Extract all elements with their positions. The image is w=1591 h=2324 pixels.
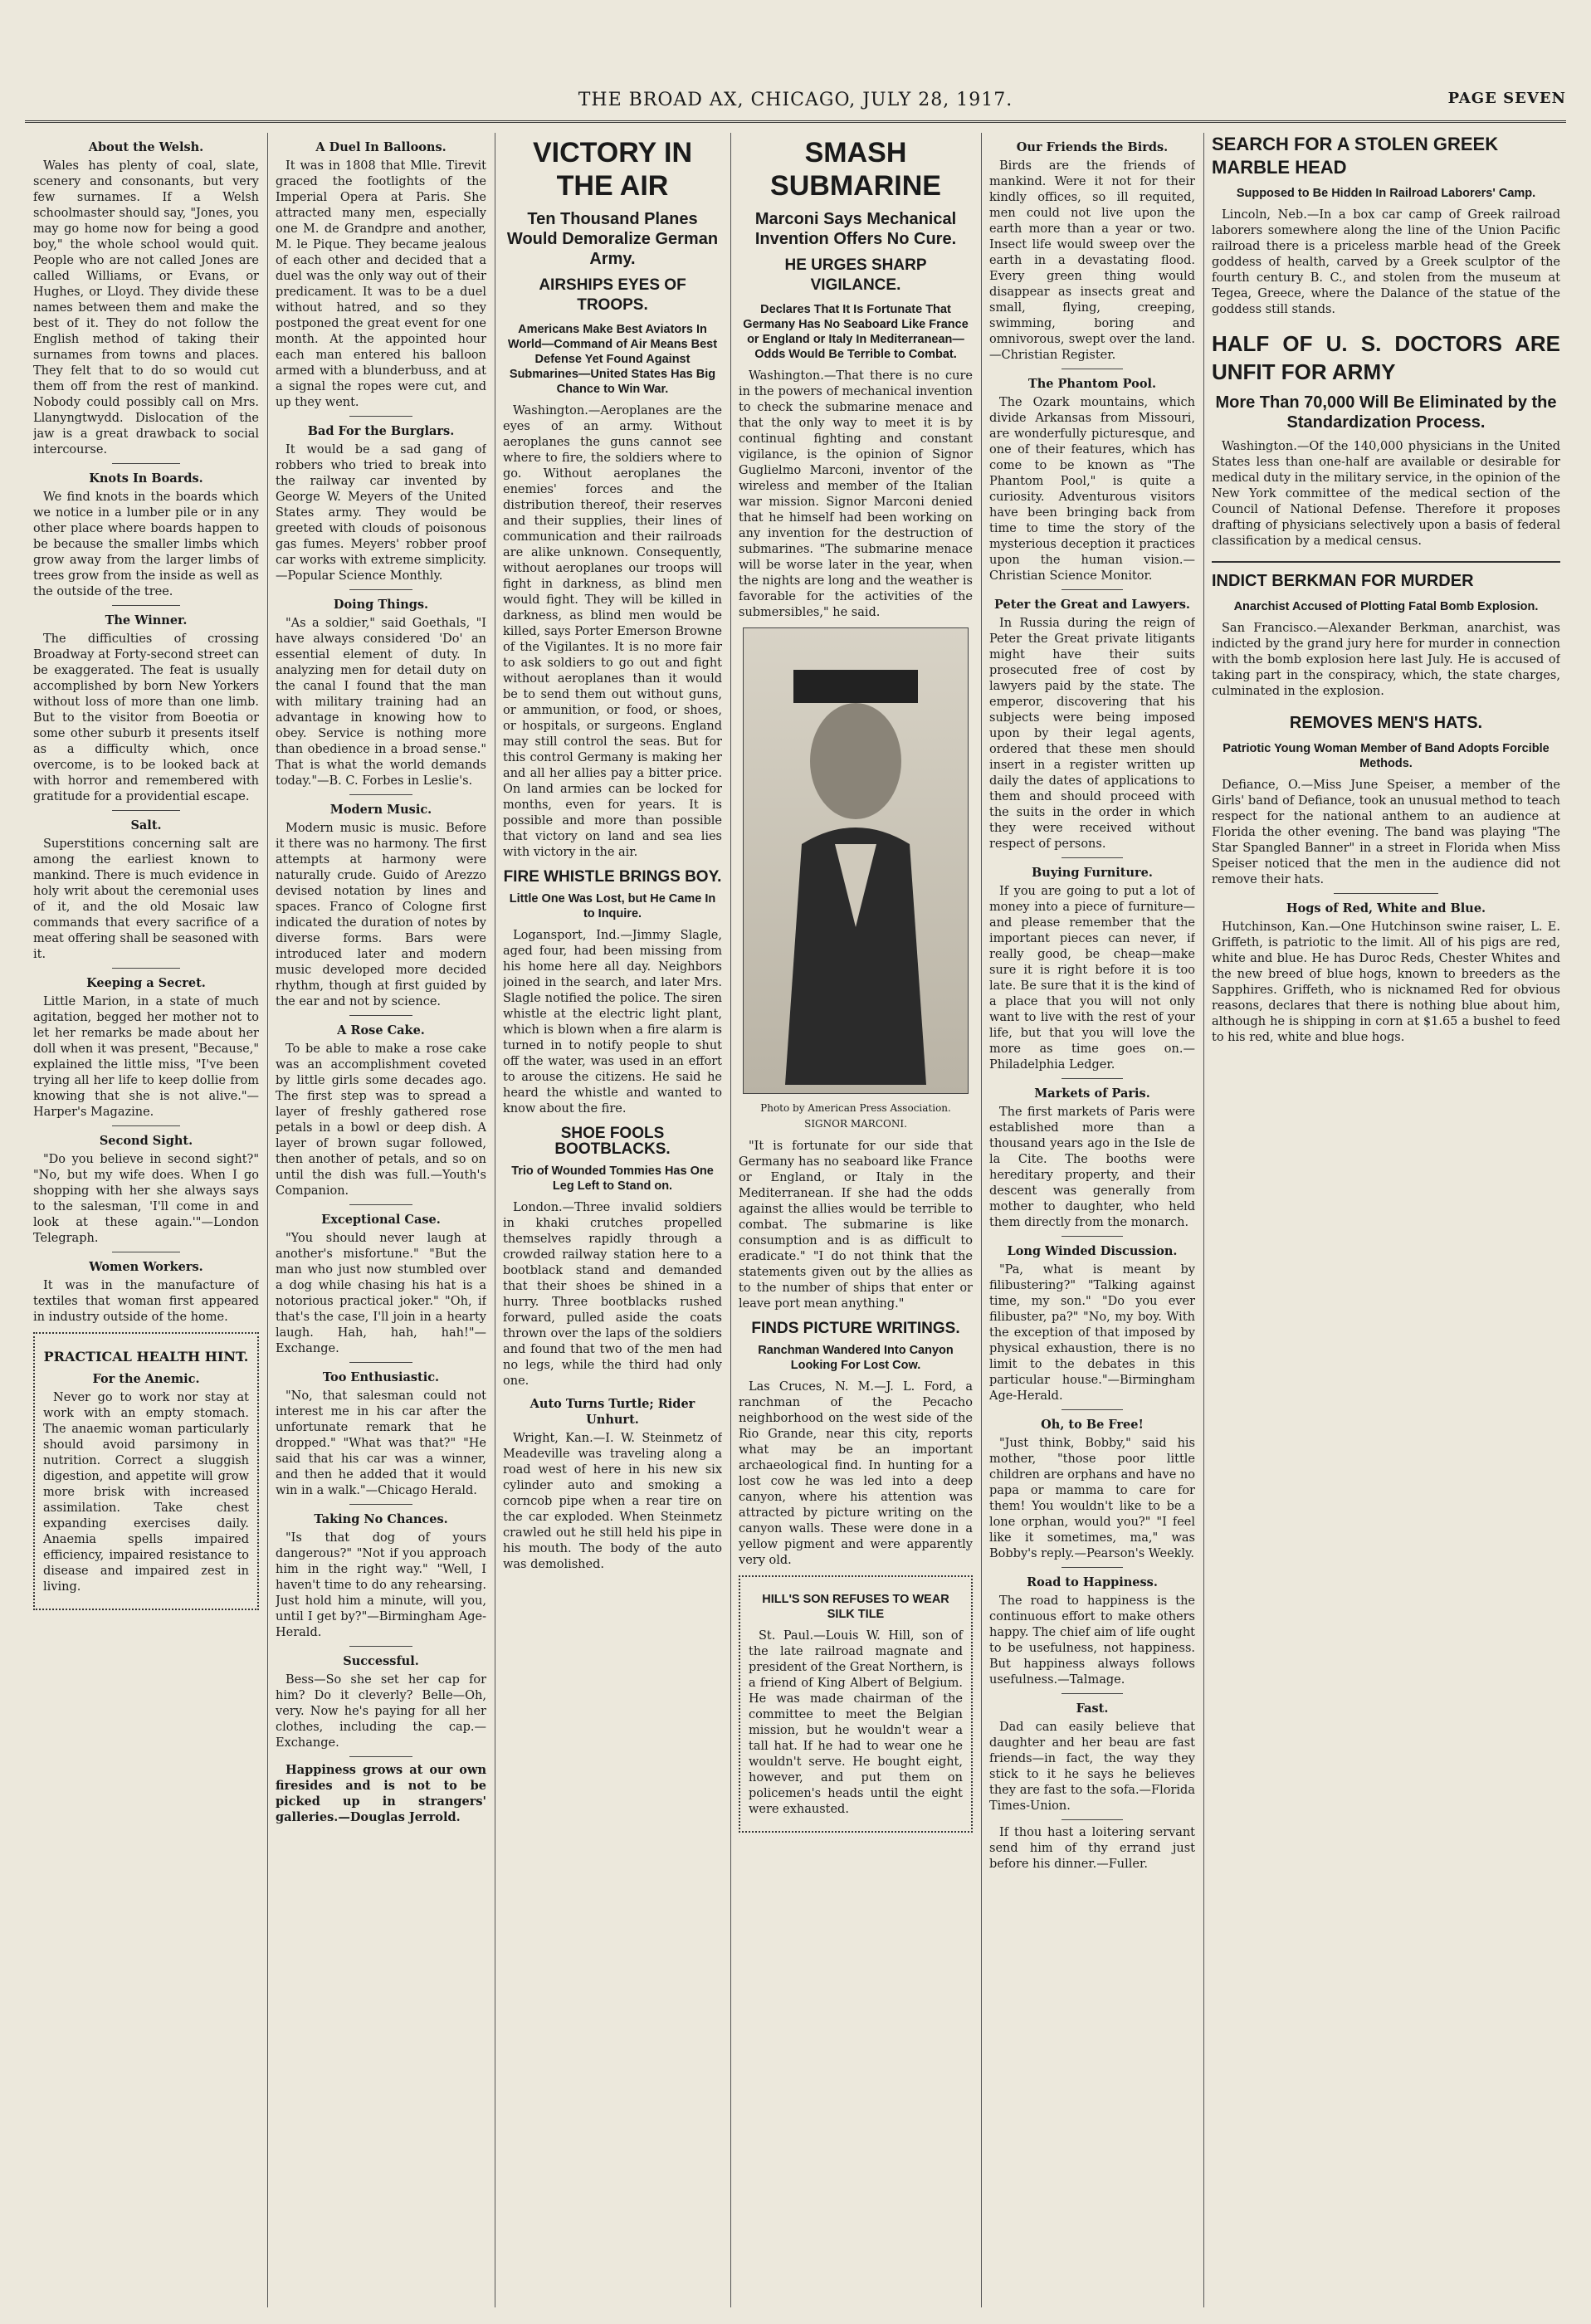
column-divider [981, 133, 982, 2307]
health-hint-box [33, 1332, 259, 1610]
article-title: Our Friends the Birds. [1016, 140, 1169, 154]
article-title: Successful. [343, 1654, 419, 1668]
divider [349, 1362, 412, 1363]
article-text: Happiness grows at our own firesides and is not to be picked up in strangers' galleries.—Douglas Jerrold. [276, 1763, 486, 1824]
article-title: A Duel In Balloons. [315, 140, 447, 154]
article-text: Superstitions concerning salt are among the earliest known to mankind. There is much evidence in holy writ about the ceremonial uses of it, and the old Mosaic law commands that every sacrifice of a meat offering shall be seasoned with it. [33, 837, 259, 961]
divider [1061, 1693, 1123, 1694]
divider [1061, 1409, 1123, 1410]
article-title: Road to Happiness. [1027, 1575, 1158, 1589]
article-text: The road to happiness is the continuous effort to make others happy. The chief aim of life ought to be usefulness, not happiness. But happiness always follows usefulness.—Talmage. [989, 1594, 1195, 1687]
article-title: Doing Things. [333, 598, 429, 612]
deck: Trio of Wounded Tommies Has One Leg Left to Stand on. [511, 1164, 714, 1193]
headline: SMASH SUBMARINE [770, 137, 941, 202]
deck: Ranchman Wandered Into Canyon Looking For Lost Cow. [758, 1344, 954, 1372]
column-2 [276, 133, 486, 2307]
article-title: A Rose Cake. [337, 1023, 425, 1038]
article-text: Never go to work nor stay at work with an empty stomach. The anaemic woman particularly should avoid parsimony in nutrition. Correct a sluggish digestion, and appetite will grow more brisk with increased assimilation. Take chest expanding exercises daily. Anaemia spells impaired efficiency, impaired resistance to disease and impaired zest in living. [43, 1391, 249, 1594]
article-title: The Winner. [105, 613, 188, 627]
article-title: The Phantom Pool. [1027, 377, 1157, 391]
article-text: Dad can easily believe that daughter and her beau are fast friends—in fact, the way they stick to it he says he believes they are fast to the sofa.—Florida Times-Union. [989, 1721, 1195, 1813]
divider [349, 1646, 412, 1647]
masthead-title: THE BROAD AX, CHICAGO, JULY 28, 1917. [578, 90, 1013, 110]
article-title: Exceptional Case. [321, 1213, 441, 1227]
article-text: "Do you believe in second sight?" "No, but my wife does. When I go shopping with her she always says to the salesman, 'I'll come in and look at these again.'"—London Telegraph. [33, 1153, 259, 1245]
deck: Supposed to Be Hidden In Railroad Laborers' Camp. [1236, 187, 1536, 200]
article-text: "No, that salesman could not interest me in his car after the unfortunate remark that he dropped." "What was that?" "He said that his car was a winner, and then he added that it would win in a walk."—Chicago Herald. [276, 1389, 486, 1497]
article-title: Keeping a Secret. [86, 976, 206, 990]
article-text: Lincoln, Neb.—In a box car camp of Greek railroad laborers somewhere along the line of the Union Pacific railroad there is a priceless marble head of the Greek goddess of health, carved by a Greek sculptor of the fourth century B. C., and stolen from the museum at Tegea, Greece, where the Dalance of the statue of the goddess still stands. [1212, 208, 1560, 316]
article-text: Washington.—Of the 140,000 physicians in the United States less than one-half are available or desirable for medical duty in the military service, in the opinion of the New York committee of the medical section of the Council of National Defense. Therefore it proposes drafting of physicians selectively upon a basis of federal classification by a medical census. [1212, 440, 1560, 548]
column-4 [739, 133, 973, 2307]
article-text: In Russia during the reign of Peter the Great private litigants might have their suits prosecuted free of cost by lawyers paid by the state. The emperor, discovering that his subjects were being imposed upon by their legal agents, ordered that these men should insert in a register written up daily the dates of applications to them and should proceed with the suits in the order in which they were received without respect of persons. [989, 617, 1195, 851]
article-text: It was in the manufacture of textiles that woman first appeared in industry outside of the home. [33, 1279, 259, 1324]
divider [112, 463, 180, 464]
article-text: San Francisco.—Alexander Berkman, anarchist, was indicted by the grand jury here for murder in connection with the bomb explosion here last July. He is accused of taking part in the conspiracy, which, the state charges, culminated in the explosion. [1212, 622, 1560, 698]
article-text: The Ozark mountains, which divide Arkansas from Missouri, are wonderfully picturesque, and one of their features, which has come to be known as "The Phantom Pool," is quite a curiosity. Adventurous visitors have been bringing back from time to time the story of the mysterious deception it practices upon the human vision.—Christian Science Monitor. [989, 396, 1195, 583]
article-text: If thou hast a loitering servant send him of thy errand just before his dinner.—Fuller. [989, 1826, 1195, 1871]
article-title: Women Workers. [89, 1260, 203, 1274]
column-divider [730, 133, 731, 2307]
headline: INDICT BERKMAN FOR MURDER [1212, 561, 1560, 593]
divider [349, 794, 412, 795]
article-text: London.—Three invalid soldiers in khaki crutches propelled themselves rapidly through a crowded railway station here to a bootblack stand and demanded that their shoes be shined in a hurry. Three bootblacks rushed forward, pulled aside the coats thrown over the laps of the soldiers and found that two of the men had no legs, while the third had only one. [503, 1201, 722, 1388]
deck: Anarchist Accused of Plotting Fatal Bomb Explosion. [1233, 600, 1539, 613]
divider [349, 1756, 412, 1757]
headline: VICTORY IN THE AIR [532, 137, 693, 202]
deck: Ten Thousand Planes Would Demoralize German Army. [506, 210, 719, 268]
divider [112, 605, 180, 606]
article-title: Taking No Chances. [314, 1512, 448, 1526]
article-text: We find knots in the boards which we notice in a lumber pile or in any other place where boards happen to be because the smaller limbs which grow away from the larger limbs of trees grow from the inside as well as the outside of the tree. [33, 491, 259, 598]
masthead [25, 83, 1566, 116]
marconi-photo [743, 627, 969, 1094]
article-title: Markets of Paris. [1034, 1086, 1150, 1101]
headline: FINDS PICTURE WRITINGS. [751, 1320, 960, 1337]
deck: HE URGES SHARP VIGILANCE. [784, 256, 927, 294]
article-text: "It is fortunate for our side that Germany has no seaboard like France or England, or Italy in the Mediterranean. If she had the odds against the allies would be terrible to combat. The submarine is like consumption and is as difficult to eradicate." "I do not think that the statements given out by the allies as to the number of ships that enter or leave port mean anything." [739, 1140, 973, 1311]
divider [349, 589, 412, 590]
article-text: Las Cruces, N. M.—J. L. Ford, a ranchman of the Pecacho neighborhood on the west side of the Rio Grande, near this city, reports what may be an important archaeological find. In hunting for a lost cow he was led into a deep canyon, where his attention was attracted by picture writing on the canyon walls. These were done in a yellow pigment and were apparently very old. [739, 1380, 973, 1567]
headline: SEARCH FOR A STOLEN GREEK MARBLE HEAD [1212, 134, 1499, 178]
article-text: Wales has plenty of coal, slate, scenery and consonants, but very few surnames. If a Welsh schoolmaster should say, "Jones, you may go home now for being a good boy," the whole school would quit. People who are not called Jones are called Williams, or Evans, or Hughes, or Lloyd. They divide these names between them and make the best of it. They do not follow the English method of taking their surnames from towns and places. They felt that to do so would cut them off from the rest of mankind. Nobody could possibly call on Mrs. Llanyngtwydd. Dislocation of the jaw is a great drawback to social intercourse. [33, 159, 259, 456]
photo-credit: Photo by American Press Association. [760, 1102, 951, 1114]
box-title: HILL'S SON REFUSES TO WEAR SILK TILE [762, 1593, 949, 1621]
article-text: Washington.—Aeroplanes are the eyes of an army. Without aeroplanes the guns cannot see where to fire, the soldiers where to go. Without aeroplanes the enemies' forces and the distribution thereof, their reserves and their supplies, their lines of communication and their railroads are alike unknown. Consequently, without aeroplanes our troops will fight in darkness, as blind men would fight. They will be killed in darkness, as blind men would be killed, says Porter Emerson Browne of the Vigilantes. It is no more fair to ask soldiers to go out and fight without aeroplanes than it would be to send them out without guns, or ammunition, or food, or shoes, or hospitals, or surgeons. England may still control the seas. But for this control Germany is making her and all her allies pay a bitter price. On land armies can be locked for months, even for years. It is possible and more than possible that victory on land and sea lies with victory in the air. [503, 404, 722, 859]
deck: Little One Was Lost, but He Came In to Inquire. [509, 892, 716, 920]
article-text: Defiance, O.—Miss June Speiser, a member of the Girls' band of Defiance, took an unusual method to teach respect for the national anthem to an audience at Florida the other evening. The band was playing "The Star Spangled Banner" in a street in Florida when Miss Speiser noticed that the men in the audience did not remove their hats. [1212, 779, 1560, 886]
article-text: Hutchinson, Kan.—One Hutchinson swine raiser, L. E. Griffeth, is patriotic to the limit. All of his pigs are red, white and blue. He has Duroc Reds, Chester Whites and the new breed of blue hogs, known to breeders as the Sapphires. Griffeth, who is nicknamed Red for obvious reasons, declares that there is nothing blue about him, although he is shipping in corn at $1.65 a bushel to feed to his red, white and blue hogs. [1212, 920, 1560, 1044]
divider [349, 1015, 412, 1016]
portrait-figure-icon [777, 653, 935, 1085]
headline: REMOVES MEN'S HATS. [1289, 714, 1483, 732]
article-text: St. Paul.—Louis W. Hill, son of the late railroad magnate and president of the Great Northern, is a friend of King Albert of Belgium. He was made chairman of the committee to meet the Belgian mission, but he wouldn't wear a tall hat. If he had to wear one he wouldn't serve. He bought eight, however, and put them on policemen's heads until the eight were exhausted. [749, 1629, 963, 1816]
deck: More Than 70,000 Will Be Eliminated by the Standardization Process. [1215, 393, 1557, 432]
headline: HALF OF U. S. DOCTORS ARE UNFIT FOR ARMY [1212, 331, 1560, 384]
article-text: Birds are the friends of mankind. Were it not for their kindly offices, so ill requited, men could not live upon the earth more than a year or two. Insect life would sweep over the earth in a devastating flood. Every green thing would disappear as insects great and small, flying, creeping, swimming, boring and omnivorous, swept over the land.—Christian Register. [989, 159, 1195, 362]
article-text: Little Marion, in a state of much agitation, begged her mother not to let her remarks be made about her doll when it was present, "Because," explained the little miss, "I've been trying all her life to keep dollie from knowing that she is not alive."—Harper's Magazine. [33, 995, 259, 1119]
article-text: Washington.—That there is no cure in the powers of mechanical invention to check the submarine menace and that the only way to meet it is by continual fighting and constant vigilance, is the opinion of Signor Guglielmo Marconi, inventor of the wireless and member of the Italian war mission. Signor Marconi denied that he himself had been working on any invention for the destruction of submarines. "The submarine menace will be worse later in the year, when the nights are long and the weather is favorable for the activities of the submersibles," he said. [739, 369, 973, 619]
divider [1061, 1567, 1123, 1568]
article-text: If you are going to put a lot of money into a piece of furniture—and please remember that the important pieces can never, if really good, be cheap—make sure it is right before it is too late. Be sure that it is the kind of a place that you will not only want to live with the rest of your life, but that you will love the more as time goes on.—Philadelphia Ledger. [989, 885, 1195, 1072]
article-title: Buying Furniture. [1032, 866, 1153, 880]
column-1 [33, 133, 259, 2307]
divider [349, 1204, 412, 1205]
article-title: Bad For the Burglars. [307, 424, 455, 438]
article-title: About the Welsh. [88, 140, 204, 154]
article-text: "You should never laugh at another's misfortune." "But the man who just now stumbled over a dog while chasing his hat is a notorious practical joker." "Oh, if that's the case, I'll join in a hearty laugh. Hah, hah, hah!"—Exchange. [276, 1232, 486, 1355]
article-title: Salt. [130, 818, 162, 832]
page-number: PAGE SEVEN [1447, 90, 1566, 107]
masthead-rule [25, 120, 1566, 123]
article-text: It was in 1808 that Mlle. Tirevit graced the footlights of the Imperial Opera at Paris. She attracted many men, especially one M. de Grandpre and another, M. le Pique. They became jealous of each other and decided that a duel was the only way out of their predicament. It was to be a duel without hatred, and so they postponed the great event for one month. At the appointed hour each man entered his balloon armed with a blunderbuss, and at a signal the ropes were cut, and up they went. [276, 159, 486, 409]
article-text: "Pa, what is meant by filibustering?" "Talking against time, my son." "Do you ever filibuster, pa?" "No, my boy. With the exception of that imposed by physical exhaustion, there is no limit to the debates in this particular house."—Birmingham Age-Herald. [989, 1263, 1195, 1403]
column-divider [267, 133, 268, 2307]
article-title: Hogs of Red, White and Blue. [1286, 901, 1486, 915]
article-title: For the Anemic. [92, 1372, 200, 1386]
article-title: Long Winded Discussion. [1007, 1244, 1178, 1258]
column-divider [1203, 133, 1204, 2307]
article-text: The difficulties of crossing Broadway at Forty-second street can be exaggerated. The feat is usually accomplished by born New Yorkers without loss of more than one limb. But to the visitor from Boeotia or some other suburb it presents itself as a difficulty which, once overcome, is to be looked back at with horror and remembered with gratitude for a providential escape. [33, 632, 259, 803]
column-5 [989, 133, 1195, 2307]
article-title: Peter the Great and Lawyers. [994, 598, 1190, 612]
deck: Declares That It Is Fortunate That Germany Has No Seaboard Like France or England or Italy In Mediterranean—Odds Would Be Terrible to Combat. [743, 303, 969, 361]
divider [112, 810, 180, 811]
headline: FIRE WHISTLE BRINGS BOY. [503, 868, 722, 886]
deck: Marconi Says Mechanical Invention Offers No Cure. [754, 210, 957, 248]
divider [1334, 893, 1438, 894]
article-title: Too Enthusiastic. [322, 1370, 440, 1384]
divider [112, 968, 180, 969]
divider [1061, 1819, 1123, 1820]
article-title: Auto Turns Turtle; Rider Unhurt. [530, 1397, 695, 1427]
article-text: "As a soldier," said Goethals, "I have always considered 'Do' an essential element of duty. In analyzing men for detail duty on the canal I found that the man with military training had an advantage in knowing how to obey. Service is nothing more than obedience in a broad sense." That is what the world demands today."—B. C. Forbes in Leslie's. [276, 617, 486, 788]
article-text: Logansport, Ind.—Jimmy Slagle, aged four, had been missing from his home here all day. Neighbors joined in the search, and later Mrs. Slagle notified the police. The siren whistle at the electric light plant, which is blown when a fire alarm is turned in to notify people to shut off the water, was used in an effort to arouse the citizens. He said he heard the whistle and wanted to know about the fire. [503, 929, 722, 1116]
headline: SHOE FOOLS BOOTBLACKS. [554, 1125, 671, 1158]
article-text: Bess—So she set her cap for him? Do it cleverly? Belle—Oh, very. Now he's paying for all her clothes, including the cap.—Exchange. [276, 1673, 486, 1750]
article-title: Modern Music. [329, 803, 432, 817]
article-title: Fast. [1076, 1702, 1109, 1716]
article-text: To be able to make a rose cake was an accomplishment coveted by little girls some decades ago. The first step was to spread a layer of freshly gathered rose petals in a bowl or deep dish. A layer of brown sugar followed, then another of petals, and so on until the dish was full.—Youth's Companion. [276, 1042, 486, 1198]
divider [1061, 1078, 1123, 1079]
column-6 [1212, 133, 1560, 2307]
article-title: Knots In Boards. [89, 471, 203, 486]
deck: Americans Make Best Aviators In World—Command of Air Means Best Defense Yet Found Against Submarines—United States Has Big Chance to Win War. [507, 323, 718, 396]
box-title: PRACTICAL HEALTH HINT. [43, 1349, 249, 1365]
article-text: The first markets of Paris were established more than a thousand years ago in the Isle de la Cite. The booths were hereditary property, and their descent was generally from mother to daughter, who held them directly from the monarch. [989, 1106, 1195, 1229]
divider [1061, 1236, 1123, 1237]
column-3 [503, 133, 722, 2307]
article-title: Second Sight. [99, 1134, 193, 1148]
article-title: Oh, to Be Free! [1041, 1418, 1144, 1432]
hill-article-box [739, 1575, 973, 1833]
divider [112, 1125, 180, 1126]
deck: Patriotic Young Woman Member of Band Adopts Forcible Methods. [1223, 742, 1550, 770]
divider [349, 416, 412, 417]
article-text: Modern music is music. Before it there was no harmony. The first attempts at harmony were naturally crude. Guido of Arezzo devised notation by lines and spaces. Franco of Cologne first indicated the duration of notes by diverse forms. Bars were introduced later and modern music developed more decided rhythm, though at first guided by the ear and not by science. [276, 822, 486, 1008]
article-text: It would be a sad gang of robbers who tried to break into the railway car invented by George W. Meyers of the United States army. They would be greeted with clouds of poisonous gas fumes. Meyers' robber proof car works with extreme simplicity.—Popular Science Monthly. [276, 443, 486, 583]
article-text: "Just think, Bobby," said his mother, "those poor little children are orphans and have no papa or mamma to care for them! You wouldn't like to be a lone orphan, would you?" "I feel like it sometimes, ma," was Bobby's reply.—Pearson's Weekly. [989, 1437, 1195, 1560]
article-text: Wright, Kan.—I. W. Steinmetz of Meadeville was traveling along a road west of here in his new six cylinder auto and smoking a corncob pipe when a rear tire on the car exploded. When Steinmetz crawled out he still held his pipe in his mouth. The body of the auto was demolished. [503, 1432, 722, 1571]
divider [349, 1504, 412, 1505]
deck: AIRSHIPS EYES OF TROOPS. [539, 276, 686, 314]
divider [1061, 589, 1123, 590]
article-text: "Is that dog of yours dangerous?" "Not if you approach him in the right way." "Well, I haven't time to do any rehearsing. Just hold him a minute, will you, until I get by?"—Birmingham Age-Herald. [276, 1531, 486, 1639]
photo-caption: SIGNOR MARCONI. [804, 1118, 907, 1130]
divider [1061, 857, 1123, 858]
